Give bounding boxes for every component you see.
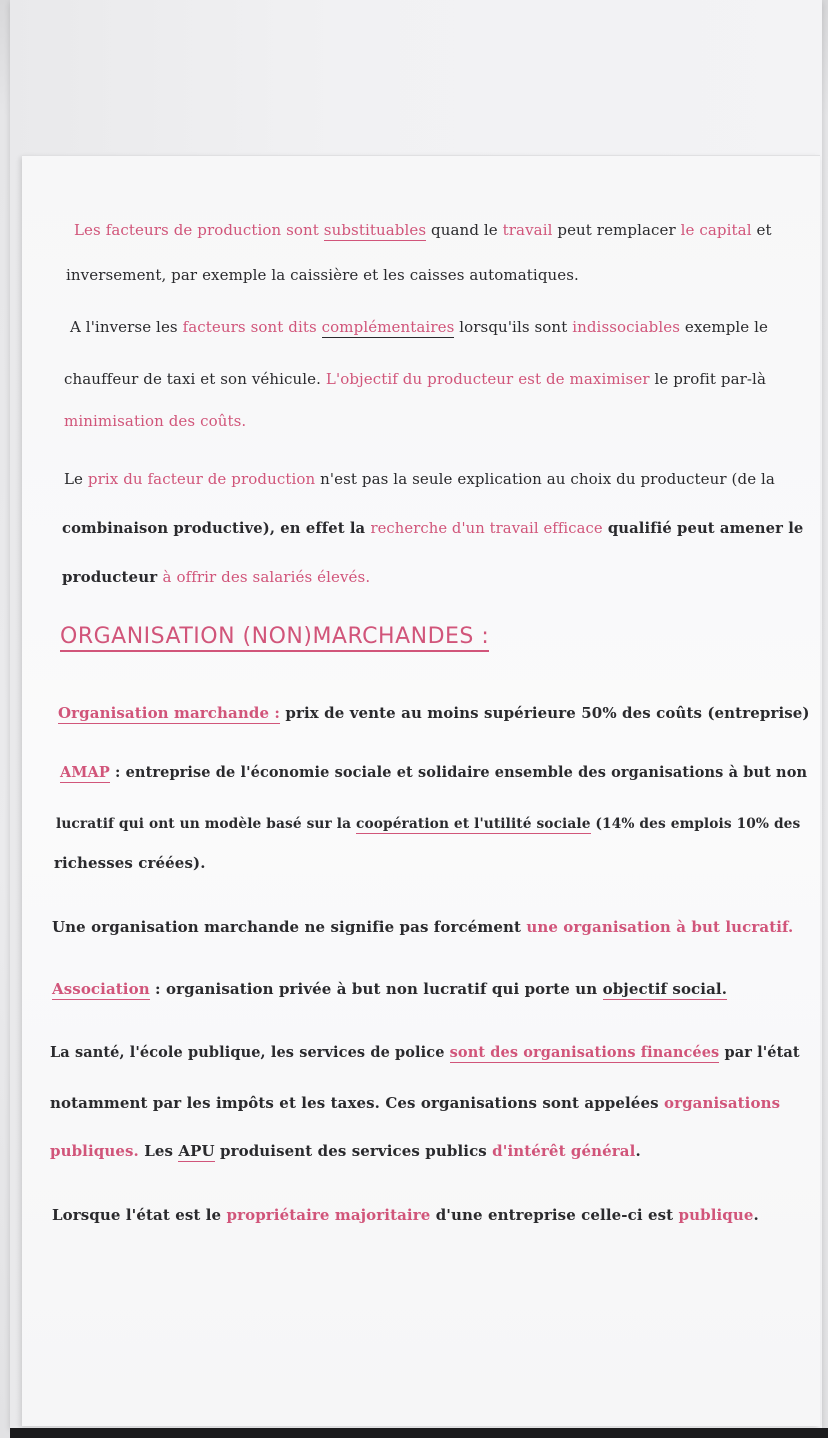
text-segment: le capital	[680, 221, 752, 239]
text-segment: Les	[138, 1142, 179, 1160]
text-segment: .	[753, 1206, 759, 1224]
text-segment: lorsqu'ils sont	[454, 318, 573, 336]
text-line	[62, 520, 803, 537]
text-segment: Le	[64, 470, 88, 488]
text-segment: substituables	[323, 221, 427, 239]
text-line	[70, 318, 768, 336]
notes-page	[22, 155, 820, 1426]
text-segment: publique	[678, 1206, 754, 1224]
text-line	[56, 816, 800, 832]
text-segment: facteurs sont dits	[182, 318, 322, 336]
text-segment: Association	[52, 980, 150, 998]
text-line	[50, 1142, 641, 1160]
text-segment: qualifié peut amener le	[602, 520, 804, 537]
text-segment: Une organisation marchande ne signifie pas forcément	[52, 918, 527, 936]
text-segment: produisent des services publics	[214, 1142, 493, 1160]
text-segment: le profit par-là	[649, 370, 766, 388]
text-segment: : organisation privée à but non lucratif qui porte un	[149, 980, 603, 998]
text-segment: : entreprise de l'économie sociale et solidaire ensemble des organisations à but non	[109, 764, 808, 781]
text-segment: sont des organisations financées	[449, 1044, 720, 1061]
text-segment: prix de vente au moins supérieure 50% des coûts (entreprise)	[280, 704, 810, 722]
text-segment: combinaison productive), en effet la	[62, 520, 371, 537]
text-segment: AMAP	[60, 764, 110, 781]
text-segment: coopération et l'utilité sociale	[355, 816, 591, 832]
text-line	[66, 266, 579, 284]
text-segment: .	[635, 1142, 641, 1160]
text-line	[64, 412, 246, 430]
text-line	[74, 221, 772, 239]
text-line	[64, 370, 766, 388]
text-segment: Organisation marchande :	[58, 704, 281, 722]
text-segment: chauffeur de taxi et son véhicule.	[64, 370, 326, 388]
text-segment: quand le	[426, 221, 503, 239]
text-segment: notamment par les impôts et les taxes. Ces organisations sont appelées	[50, 1094, 664, 1112]
text-segment: et	[751, 221, 772, 239]
text-line	[52, 918, 793, 936]
text-segment: (14% des emplois 10% des	[590, 816, 801, 832]
text-segment: APU	[178, 1142, 215, 1160]
text-segment: complémentaires	[321, 318, 455, 336]
text-line	[52, 980, 727, 998]
text-segment: peut remplacer	[552, 221, 681, 239]
text-segment: objectif social.	[602, 980, 728, 998]
text-segment: indissociables	[572, 318, 680, 336]
text-segment: richesses créées).	[54, 854, 206, 872]
text-segment: publiques.	[50, 1142, 139, 1160]
text-line	[62, 568, 370, 586]
text-segment: une organisation à but lucratif.	[526, 918, 794, 936]
text-segment: Les facteurs de production sont	[74, 221, 324, 239]
text-segment: lucratif qui ont un modèle basé sur la	[56, 816, 356, 832]
bottom-edge	[10, 1428, 828, 1438]
text-segment: A l'inverse les	[70, 318, 183, 336]
text-line	[50, 1044, 800, 1061]
text-line	[60, 764, 807, 781]
text-segment: minimisation des coûts.	[64, 412, 247, 430]
text-segment: exemple le	[680, 318, 769, 336]
text-line	[58, 704, 810, 722]
text-segment: recherche d'un travail efficace	[370, 520, 603, 537]
text-segment: par l'état	[719, 1044, 800, 1061]
section-heading: ORGANISATION (NON)MARCHANDES :	[60, 624, 489, 652]
text-line	[64, 470, 775, 488]
text-segment: organisations	[663, 1094, 781, 1112]
text-segment: producteur	[62, 568, 163, 586]
text-segment: d'une entreprise celle-ci est	[430, 1206, 679, 1224]
text-segment: prix du facteur de production	[87, 470, 316, 488]
text-line	[54, 854, 206, 872]
text-line	[50, 1094, 780, 1112]
text-segment: inversement, par exemple la caissière et les caisses automatiques.	[66, 266, 579, 284]
text-segment: d'intérêt général	[492, 1142, 636, 1160]
text-line	[52, 1206, 759, 1224]
text-segment: à offrir des salariés élevés.	[162, 568, 371, 586]
text-segment: La santé, l'école publique, les services de police	[50, 1044, 450, 1061]
text-segment: travail	[502, 221, 553, 239]
text-segment: propriétaire majoritaire	[226, 1206, 431, 1224]
text-segment: Lorsque l'état est le	[52, 1206, 227, 1224]
text-segment: L'objectif du producteur est de maximiser	[325, 370, 650, 388]
text-segment: n'est pas la seule explication au choix du producteur (de la	[315, 470, 775, 488]
